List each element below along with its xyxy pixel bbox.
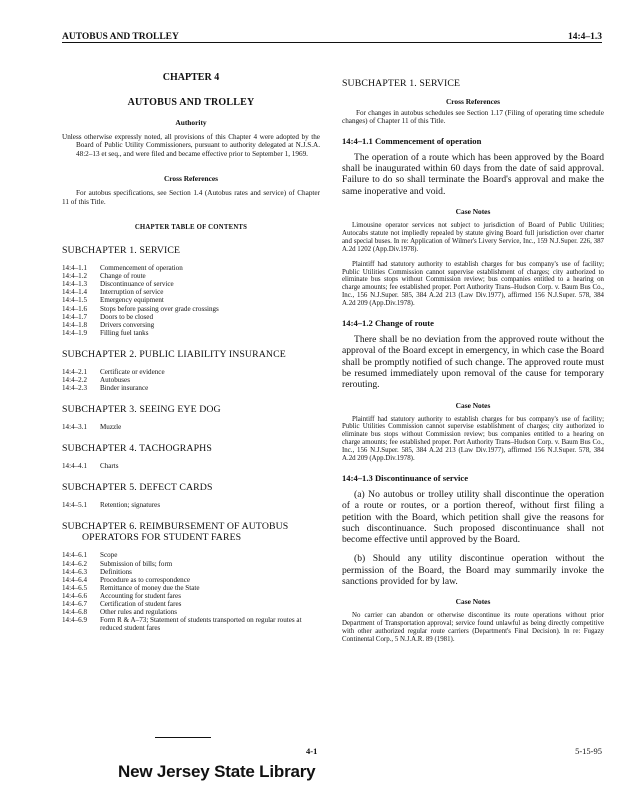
section-heading: 14:4–1.3 Discontinuance of service — [342, 472, 469, 483]
toc-entry-title: Other rules and regulations — [100, 608, 178, 617]
toc-entry-title: Filling fuel tanks — [100, 328, 149, 337]
toc-entry — [62, 600, 320, 608]
chapter-number: CHAPTER 4 — [162, 72, 220, 83]
toc-entry-title: Emergency equipment — [100, 296, 164, 305]
toc-entry — [62, 272, 320, 280]
case-notes-heading: Case Notes — [455, 597, 491, 607]
toc-entry — [62, 462, 320, 470]
cross-references-text: For autobus specifications, see Section 1.4 (Autobus rates and service) of Chapter 11 of this Title. — [62, 189, 320, 206]
toc-entry-title: Retention; signatures — [100, 501, 161, 510]
running-header — [62, 28, 602, 43]
authority-heading: Authority — [175, 118, 207, 127]
toc-entry-number: 14:4–2.1 — [62, 367, 88, 376]
toc-entry — [62, 376, 320, 384]
toc-entry — [62, 280, 320, 288]
toc-entry-number: 14:4–6.3 — [62, 567, 88, 576]
toc-entry — [62, 264, 320, 272]
toc-entry-title: Certification of student fares — [100, 600, 182, 608]
toc-entry-title: Muzzle — [100, 423, 122, 432]
toc-entry — [62, 313, 320, 321]
toc-entry-number: 14:4–1.9 — [62, 328, 88, 337]
toc-entry-number: 14:4–6.4 — [62, 575, 88, 584]
toc-entry-number: 14:4–1.5 — [62, 296, 88, 305]
toc-entry-title: Charts — [100, 462, 119, 471]
section-body-b: (b) Should any utility discontinue operation without the permission of the Board, the Board may summarily invoke the sanctions provided for by law. — [342, 553, 604, 588]
toc-entry-number: 14:4–2.2 — [62, 375, 88, 384]
toc-entry — [62, 288, 320, 296]
toc-entry — [62, 384, 320, 392]
cross-references-heading: Cross References — [163, 174, 219, 184]
toc-entry — [62, 501, 320, 509]
toc-entry — [62, 608, 320, 616]
toc-entry-number: 14:4–1.3 — [62, 280, 88, 289]
toc-entry-title: Accounting for student fares — [100, 591, 181, 600]
toc-entry-number: 14:4–5.1 — [62, 501, 88, 510]
toc-subchapter-heading: SUBCHAPTER 5. DEFECT CARDS — [62, 482, 213, 494]
toc-entry-number: 14:4–1.1 — [62, 264, 88, 273]
toc-entry-title: Binder insurance — [100, 384, 149, 393]
toc-entry-number: 14:4–6.2 — [62, 559, 88, 568]
case-note: Limousine operator services not subject to jurisdiction of Board of Public Utilities; Autocabs statute not impliedly repealed by statute giving Board full jurisdiction over charter and special buses. In re: Application of Wilmer's Livery Service, Inc., 159 N.J.Super. 226, 387 A.2d 1202 (App.Div.1978). — [342, 222, 604, 253]
toc-entry — [62, 368, 320, 376]
toc-entry-number: 14:4–3.1 — [62, 423, 88, 432]
toc-entry-number: 14:4–6.6 — [62, 591, 88, 600]
toc-entry — [62, 329, 320, 337]
toc-entry-title: Drivers conversing — [100, 320, 155, 329]
footnote-rule — [155, 737, 211, 738]
toc-entry — [62, 592, 320, 600]
toc-entry-title: Scope — [100, 551, 118, 560]
toc-entry — [62, 305, 320, 313]
toc-entry-number: 14:4–1.4 — [62, 288, 88, 297]
section-heading: 14:4–1.1 Commencement of operation — [342, 135, 482, 146]
toc-entry-number: 14:4–1.2 — [62, 272, 88, 281]
toc-entry-title: Discontinuance of service — [100, 280, 174, 289]
authority-text: Unless otherwise expressly noted, all provisions of this Chapter 4 were adopted by the Board of Public Utility Commissioners, pursuant to authority delegated at N.J.S.A. 48:2–13 et seq., and were filed and became effective prior to September 1, 1969. — [62, 133, 320, 158]
toc-entry-number: 14:4–6.1 — [62, 551, 88, 560]
toc-subchapter-heading: SUBCHAPTER 2. PUBLIC LIABILITY INSURANCE — [62, 348, 286, 360]
toc-entry-number: 14:4–6.8 — [62, 608, 88, 617]
toc-entry — [62, 560, 320, 568]
toc-entry-number: 14:4–1.6 — [62, 304, 88, 313]
case-note: Plaintiff had statutory authority to establish charges for bus company's use of facility; Public Utilities Commission cannot supervise establishment of charges; city authorized to eliminate bus stops without Commission review; bus companies entitled to a hearing on charge amounts; fee established proper. Port Authority Trans–Hudson Corp. v. Baum Bus Co., Inc., 156 N.J.Super. 585, 384 A.2d 213 (Law Div.1977), affirmed 156 N.J.Super. 578, 384 A.2d 209 (App.Div.1978). — [342, 415, 604, 463]
toc-entry — [62, 584, 320, 592]
toc-entry-number: 14:4–6.9 — [62, 616, 88, 625]
toc-entry — [62, 551, 320, 559]
toc-entry-title: Stops before passing over grade crossings — [100, 304, 219, 313]
toc-entry-title: Remittance of money due the State — [100, 583, 200, 592]
toc-entry — [62, 321, 320, 329]
section-body-a: (a) No autobus or trolley utility shall discontinue the operation of a route or routes, or a portion thereof, without first filing a petition with the Board, which petition shall give the reasons for such discontinuance. Such proposed discontinuance shall not become effective until approved by the Board. — [342, 488, 604, 546]
left-column — [62, 52, 320, 632]
toc-entry-title: Procedure as to correspondence — [100, 575, 191, 584]
toc-subchapter-heading: SUBCHAPTER 3. SEEING EYE DOG — [62, 404, 221, 416]
toc-entry — [62, 616, 320, 632]
toc-entry-number: 14:4–6.7 — [62, 600, 88, 608]
toc-entry-title: Commencement of operation — [100, 264, 183, 273]
toc-entry-title: Certificate or evidence — [100, 367, 165, 376]
revision-date: 5-15-95 — [575, 746, 602, 756]
toc-entry-title: Change of route — [100, 272, 146, 281]
toc-heading: CHAPTER TABLE OF CONTENTS — [134, 224, 248, 232]
toc-entry-title: Doors to be closed — [100, 312, 153, 321]
library-stamp: New Jersey State Library — [118, 762, 316, 781]
toc-entry-number: 14:4–1.7 — [62, 312, 88, 321]
section-heading: 14:4–1.2 Change of route — [342, 318, 434, 329]
toc-subchapter-heading: SUBCHAPTER 1. SERVICE — [62, 245, 181, 257]
toc-entry — [62, 423, 320, 431]
toc-subchapter-heading: SUBCHAPTER 6. REIMBURSEMENT OF AUTOBUS OPERATORS FOR STUDENT FARES — [62, 521, 289, 544]
toc-entry-number: 14:4–6.5 — [62, 583, 88, 592]
section-body: The operation of a route which has been approved by the Board shall be inaugurated within 60 days from the date of said approval. Failure to do so shall terminate the Board's approval and make the same inoperative and void. — [342, 151, 604, 197]
toc-entry — [62, 568, 320, 576]
toc-entry — [62, 296, 320, 304]
page-number: 4-1 — [306, 746, 318, 756]
right-column — [342, 52, 604, 651]
header-section-number: 14:4–1.3 — [567, 32, 602, 42]
case-note: No carrier can abandon or otherwise discontinue its route operations without prior Department of Transportation approval; service found unlawful as being directly competitive with other authorized regular route carriers (Department's Final Decision). In re: Fugazy Continental Corp., 5 N.J.A.R. 89 (1981). — [342, 612, 604, 644]
toc-entry-number: 14:4–1.8 — [62, 320, 88, 329]
toc-entry-title: Definitions — [100, 567, 132, 576]
toc-entry-number: 14:4–4.1 — [62, 462, 88, 471]
toc-entry-title: Autobuses — [100, 375, 130, 384]
toc-entry-title: Submission of bills; form — [100, 559, 173, 568]
section-body: There shall be no deviation from the approved route without the approval of the Board except in emergency, in which case the Board shall be promptly notified of such change. The approved route must be resumed immediately upon removal of the cause for temporary rerouting. — [342, 334, 604, 391]
toc-entry-title: Interruption of service — [100, 288, 164, 297]
cross-references-heading: Cross References — [445, 97, 501, 106]
cross-references-text: For changes in autobus schedules see Section 1.17 (Filing of operating time schedule changes) of Chapter 11 of this Title. — [342, 109, 604, 126]
chapter-title: AUTOBUS AND TROLLEY — [127, 97, 255, 108]
case-note: Plaintiff had statutory authority to establish charges for bus company's use of facility; Public Utilities Commission cannot supervise establishment of charges; city authorized to eliminate bus stops without Commission review; bus companies entitled to a hearing on charge amounts; fee established proper. Port Authority Trans–Hudson Corp. v. Baum Bus Co., Inc., 156 N.J.Super. 585, 384 A.2d 213 (Law Div.1977), affirmed 156 N.J.Super. 578, 384 A.2d 209 (App.Div.1978). — [342, 260, 604, 308]
toc-entry-number: 14:4–2.3 — [62, 384, 88, 393]
toc-entry-title: Form R & A–73; Statement of students transported on regular routes at reduced student fares — [100, 616, 302, 633]
case-notes-heading: Case Notes — [455, 207, 491, 216]
table-of-contents — [62, 245, 320, 632]
header-title: AUTOBUS AND TROLLEY — [62, 32, 179, 42]
subchapter-title: SUBCHAPTER 1. SERVICE — [342, 78, 461, 89]
toc-entry — [62, 576, 320, 584]
case-notes-heading: Case Notes — [455, 400, 491, 410]
toc-subchapter-heading: SUBCHAPTER 4. TACHOGRAPHS — [62, 443, 212, 455]
